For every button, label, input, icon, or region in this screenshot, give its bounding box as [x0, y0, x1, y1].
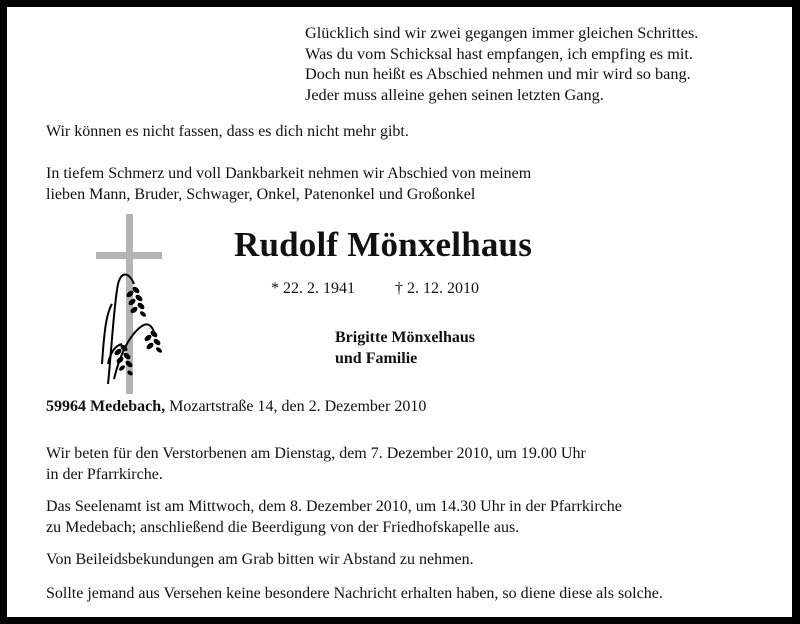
address-line: [46, 397, 426, 417]
intro-text: Wir können es nicht fassen, dass es dich nicht mehr gibt.: [46, 123, 409, 140]
poem-line: Doch nun heißt es Abschied nehmen und mir wird so bang.: [305, 64, 691, 83]
requiem-line: Das Seelenamt ist am Mittwoch, dem 8. Dezember 2010, um 14.30 Uhr in der Pfarrkirche: [46, 498, 622, 515]
mourner-line: und Familie: [335, 350, 418, 367]
prayer-text: [46, 444, 586, 485]
life-dates: [271, 279, 479, 299]
cross-with-wheat-icon: [94, 214, 170, 394]
closing-text: Sollte jemand aus Versehen keine besondere Nachricht erhalten haben, so diene diese als solche.: [46, 585, 663, 602]
condolences-text: Von Beileidsbekundungen am Grab bitten wir Abstand zu nehmen.: [46, 551, 474, 568]
mourner-line: Brigitte Mönxelhaus: [335, 329, 475, 346]
farewell-line: In tiefem Schmerz und voll Dankbarkeit nehmen wir Abschied von meinem: [46, 165, 532, 182]
poem: [305, 23, 698, 105]
requiem-line: zu Medebach; anschließend die Beerdigung von der Friedhofskapelle aus.: [46, 518, 520, 536]
prayer-line: in der Pfarrkirche.: [46, 465, 163, 483]
poem-line: Glücklich sind wir zwei gegangen immer gleichen Schrittes.: [305, 23, 699, 42]
prayer-line: Wir beten für den Verstorbenen am Dienstag, dem 7. Dezember 2010, um 19.00 Uhr: [46, 445, 586, 462]
poem-line: Jeder muss alleine gehen seinen letzten Gang.: [305, 84, 604, 104]
birth-date: * 22. 2. 1941: [271, 280, 355, 297]
farewell-text: [46, 164, 531, 205]
mourners: [335, 327, 475, 369]
address-city: 59964 Medebach,: [46, 398, 166, 415]
deceased-name: Rudolf Mönxelhaus: [234, 225, 533, 264]
death-date: † 2. 12. 2010: [395, 280, 479, 297]
requiem-text: [46, 497, 622, 538]
address-street-date: Mozartstraße 14, den 2. Dezember 2010: [165, 398, 427, 415]
obituary-notice: [7, 7, 792, 617]
poem-line: Was du vom Schicksal hast empfangen, ich empfing es mit.: [305, 43, 693, 63]
farewell-line: lieben Mann, Bruder, Schwager, Onkel, Patenonkel und Großonkel: [46, 185, 476, 203]
